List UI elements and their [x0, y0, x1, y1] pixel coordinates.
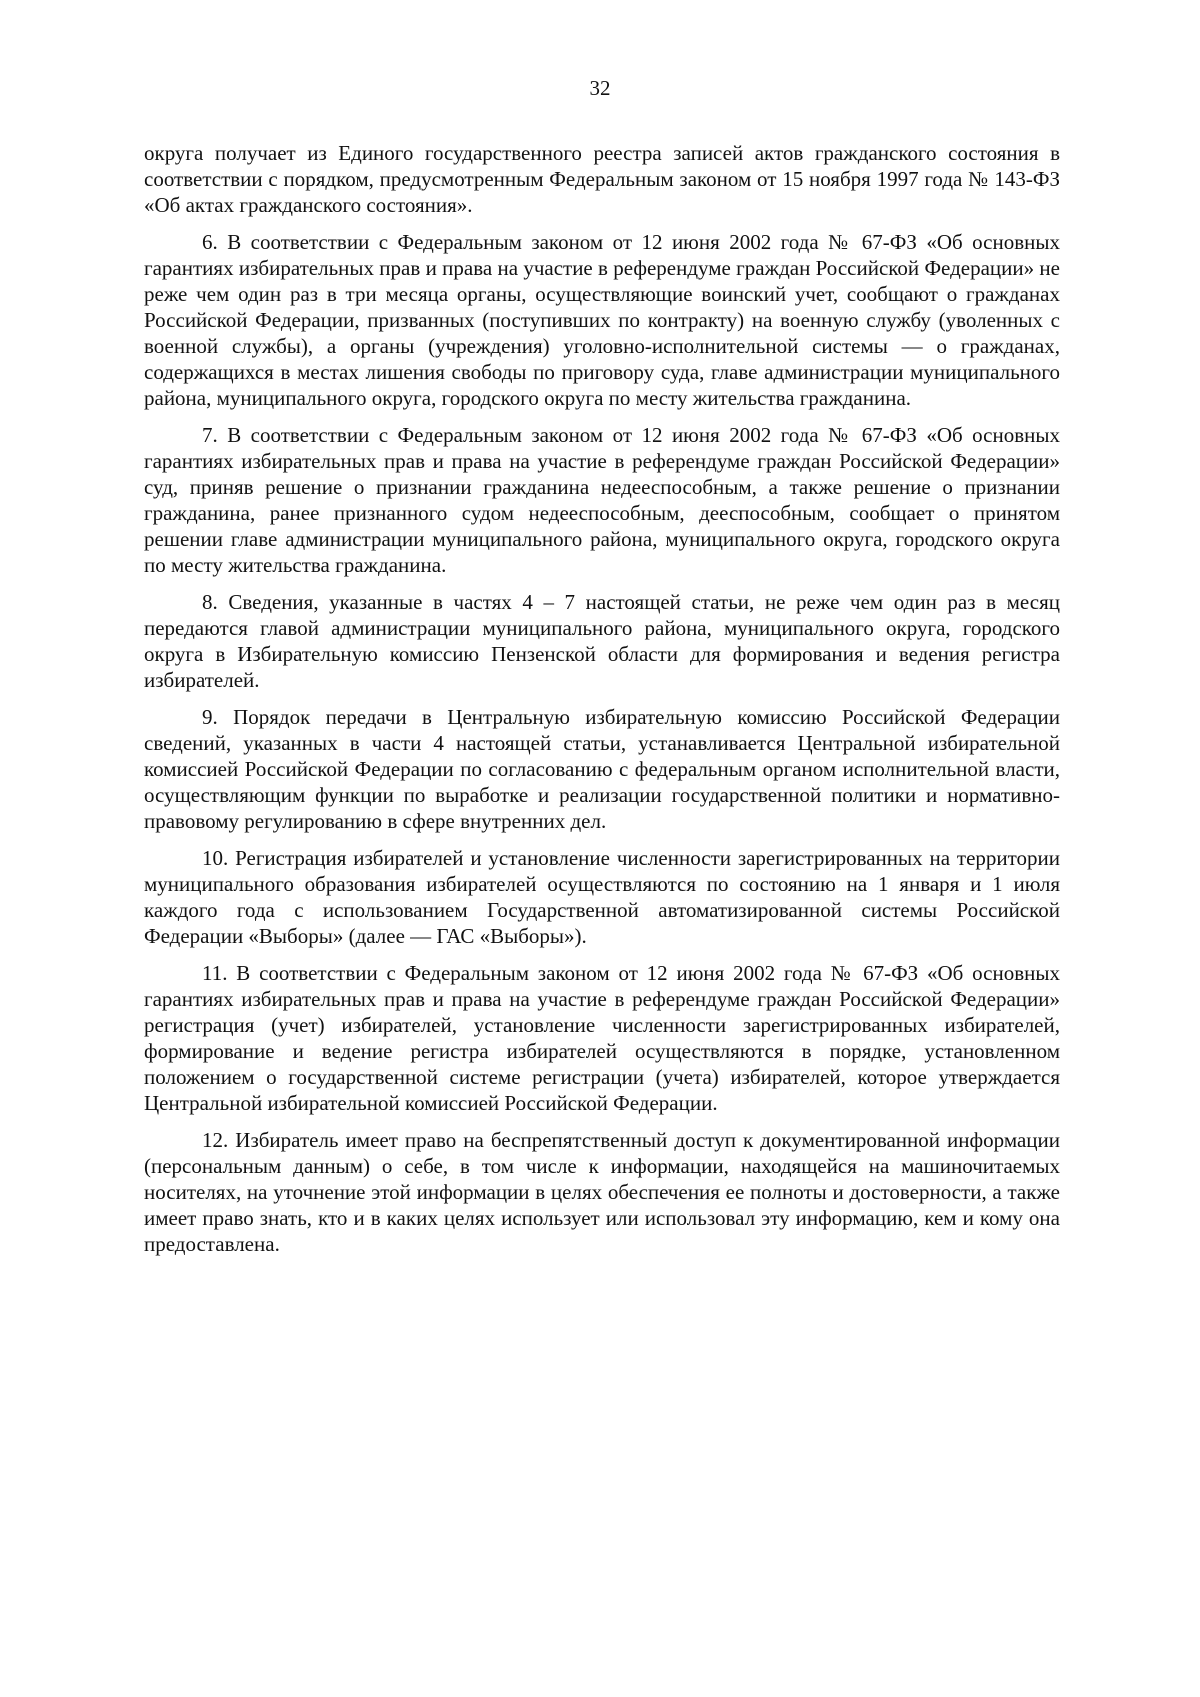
paragraph-12: 12. Избиратель имеет право на беспрепятственный доступ к документированной информации (персональным данным) о себе, в том числе к информации, находящейся на машиночитаемых носителях, на уточнение этой информации в целях обеспечения ее полноты и достоверности, а также имеет право знать, кто и в каких целях использует или использовал эту информацию, кем и кому она предоставлена.: [144, 1128, 1060, 1256]
paragraph-7: 7. В соответствии с Федеральным законом от 12 июня 2002 года № 67-ФЗ «Об основных гарантиях избирательных прав и права на участие в референдуме граждан Российской Федерации» суд, приняв решение о признании гражданина недееспособным, а также решение о признании гражданина, ранее признанного судом недееспособным, дееспособным, сообщает о принятом решении главе администрации муниципального района, муниципального округа, городского округа по месту жительства гражданина.: [144, 423, 1060, 577]
paragraph-continuation: округа получает из Единого государственного реестра записей актов гражданского состояния в соответствии с порядком, предусмотренным Федеральным законом от 15 ноября 1997 года № 143-ФЗ «Об актах гражданского состояния».: [144, 141, 1060, 217]
page-number: 32: [589, 76, 611, 100]
document-body: [144, 140, 1060, 1268]
paragraph-8: 8. Сведения, указанные в частях 4 – 7 настоящей статьи, не реже чем один раз в месяц передаются главой администрации муниципального района, муниципального округа, городского округа в Избирательную комиссию Пензенской области для формирования и ведения регистра избирателей.: [144, 590, 1060, 692]
paragraph-6: 6. В соответствии с Федеральным законом от 12 июня 2002 года № 67-ФЗ «Об основных гарантиях избирательных прав и права на участие в референдуме граждан Российской Федерации» не реже чем один раз в три месяца органы, осуществляющие воинский учет, сообщают о гражданах Российской Федерации, призванных (поступивших по контракту) на военную службу (уволенных с военной службы), а органы (учреждения) уголовно-исполнительной системы — о гражданах, содержащихся в местах лишения свободы по приговору суда, главе администрации муниципального района, муниципального округа, городского округа по месту жительства гражданина.: [144, 230, 1060, 410]
paragraph-9: 9. Порядок передачи в Центральную избирательную комиссию Российской Федерации сведений, указанных в части 4 настоящей статьи, устанавливается Центральной избирательной комиссией Российской Федерации по согласованию с федеральным органом исполнительной власти, осуществляющим функции по выработке и реализации государственной политики и нормативно-правовому регулированию в сфере внутренних дел.: [144, 705, 1060, 833]
paragraph-11: 11. В соответствии с Федеральным законом от 12 июня 2002 года № 67-ФЗ «Об основных гарантиях избирательных прав и права на участие в референдуме граждан Российской Федерации» регистрация (учет) избирателей, установление численности зарегистрированных избирателей, формирование и ведение регистра избирателей осуществляются в порядке, установленном положением о государственной системе регистрации (учета) избирателей, которое утверждается Центральной избирательной комиссией Российской Федерации.: [144, 961, 1060, 1115]
paragraph-10: 10. Регистрация избирателей и установление численности зарегистрированных на территории муниципального образования избирателей осуществляются по состоянию на 1 января и 1 июля каждого года с использованием Государственной автоматизированной системы Российской Федерации «Выборы» (далее — ГАС «Выборы»).: [144, 846, 1060, 948]
